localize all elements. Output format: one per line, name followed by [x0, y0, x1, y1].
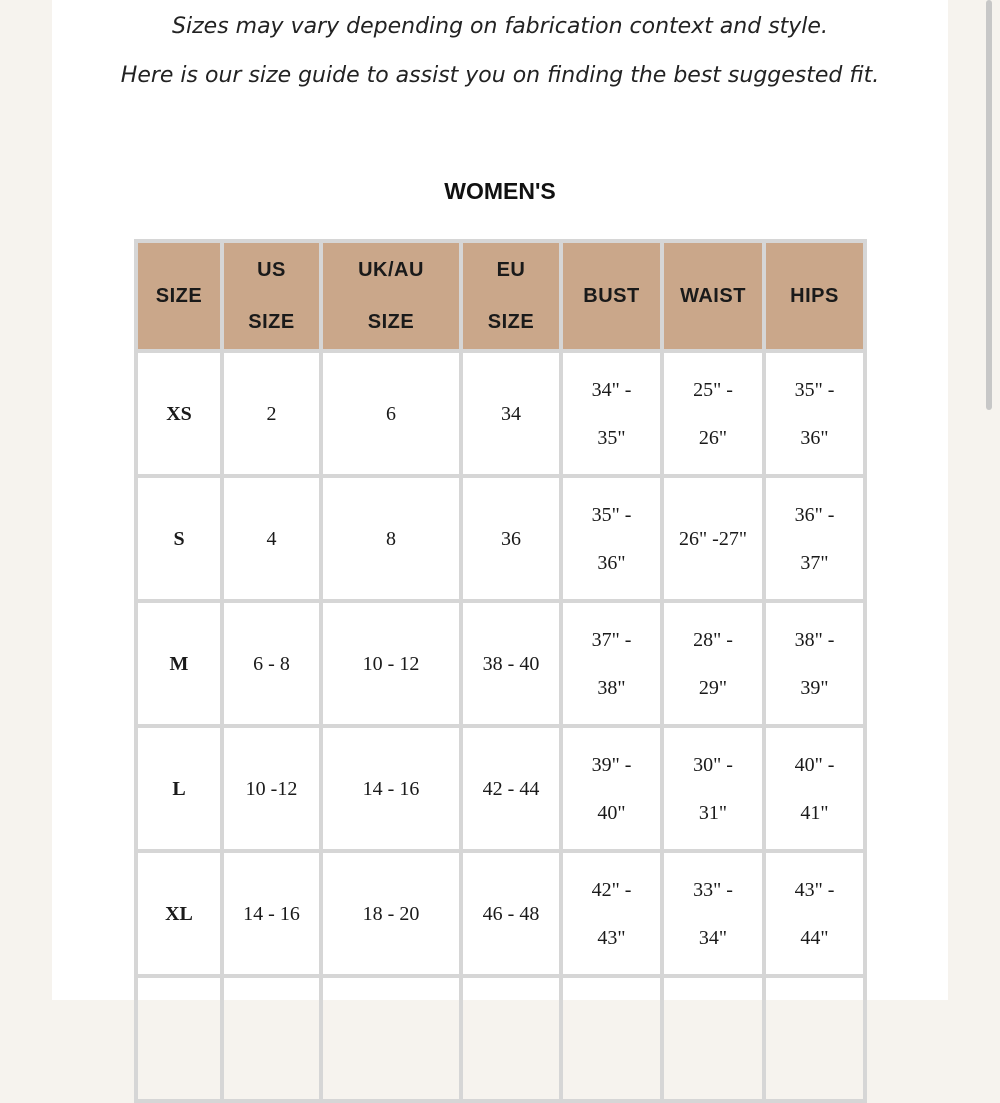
section-title: WOMEN'S — [444, 178, 556, 204]
cell-hips: 36" - 37" — [764, 476, 865, 601]
cell-hips: 38" - 39" — [764, 601, 865, 726]
cell-waist: 33" - 34" — [662, 851, 764, 976]
cell-empty — [561, 976, 662, 1101]
cell-us: 14 - 16 — [222, 851, 321, 976]
cell-eu: 42 - 44 — [461, 726, 561, 851]
header-row — [136, 241, 865, 351]
cell-empty — [222, 976, 321, 1101]
table-row — [136, 726, 865, 851]
size-chart-table — [134, 239, 867, 1103]
cell-size: XL — [136, 851, 222, 976]
cell-hips: 43" - 44" — [764, 851, 865, 976]
cell-ukau: 14 - 16 — [321, 726, 461, 851]
cell-empty — [321, 976, 461, 1101]
scrollbar[interactable] — [986, 0, 992, 410]
cell-eu: 46 - 48 — [461, 851, 561, 976]
header-waist: WAIST — [662, 241, 764, 351]
table-row — [136, 351, 865, 476]
cell-size: S — [136, 476, 222, 601]
cell-empty — [662, 976, 764, 1101]
cell-waist: 25" - 26" — [662, 351, 764, 476]
cell-hips: 35" - 36" — [764, 351, 865, 476]
cell-eu: 38 - 40 — [461, 601, 561, 726]
table-row — [136, 851, 865, 976]
cell-size: L — [136, 726, 222, 851]
cell-bust: 42" - 43" — [561, 851, 662, 976]
cell-us: 4 — [222, 476, 321, 601]
cell-waist: 30" - 31" — [662, 726, 764, 851]
header-hips: HIPS — [764, 241, 865, 351]
cell-eu: 36 — [461, 476, 561, 601]
table-row — [136, 476, 865, 601]
cell-bust: 37" - 38" — [561, 601, 662, 726]
cell-ukau: 8 — [321, 476, 461, 601]
cell-size: XS — [136, 351, 222, 476]
header-bust: BUST — [561, 241, 662, 351]
cell-empty — [764, 976, 865, 1101]
cell-waist: 26" -27" — [662, 476, 764, 601]
cell-eu: 34 — [461, 351, 561, 476]
header-ukau-size: UK/AU SIZE — [321, 241, 461, 351]
cell-ukau: 10 - 12 — [321, 601, 461, 726]
header-size: SIZE — [136, 241, 222, 351]
cell-bust: 34" - 35" — [561, 351, 662, 476]
cell-empty — [136, 976, 222, 1101]
cell-hips: 40" - 41" — [764, 726, 865, 851]
cell-us: 6 - 8 — [222, 601, 321, 726]
header-us-size: US SIZE — [222, 241, 321, 351]
cell-ukau: 6 — [321, 351, 461, 476]
header-eu-size: EU SIZE — [461, 241, 561, 351]
cell-bust: 35" - 36" — [561, 476, 662, 601]
cell-bust: 39" - 40" — [561, 726, 662, 851]
cell-size: M — [136, 601, 222, 726]
intro-line-1: Sizes may vary depending on fabrication context and style. — [172, 14, 828, 39]
table-row-partial — [136, 976, 865, 1101]
cell-empty — [461, 976, 561, 1101]
cell-waist: 28" - 29" — [662, 601, 764, 726]
cell-ukau: 18 - 20 — [321, 851, 461, 976]
intro-line-2: Here is our size guide to assist you on finding the best suggested fit. — [120, 63, 880, 88]
cell-us: 2 — [222, 351, 321, 476]
table-row — [136, 601, 865, 726]
cell-us: 10 -12 — [222, 726, 321, 851]
